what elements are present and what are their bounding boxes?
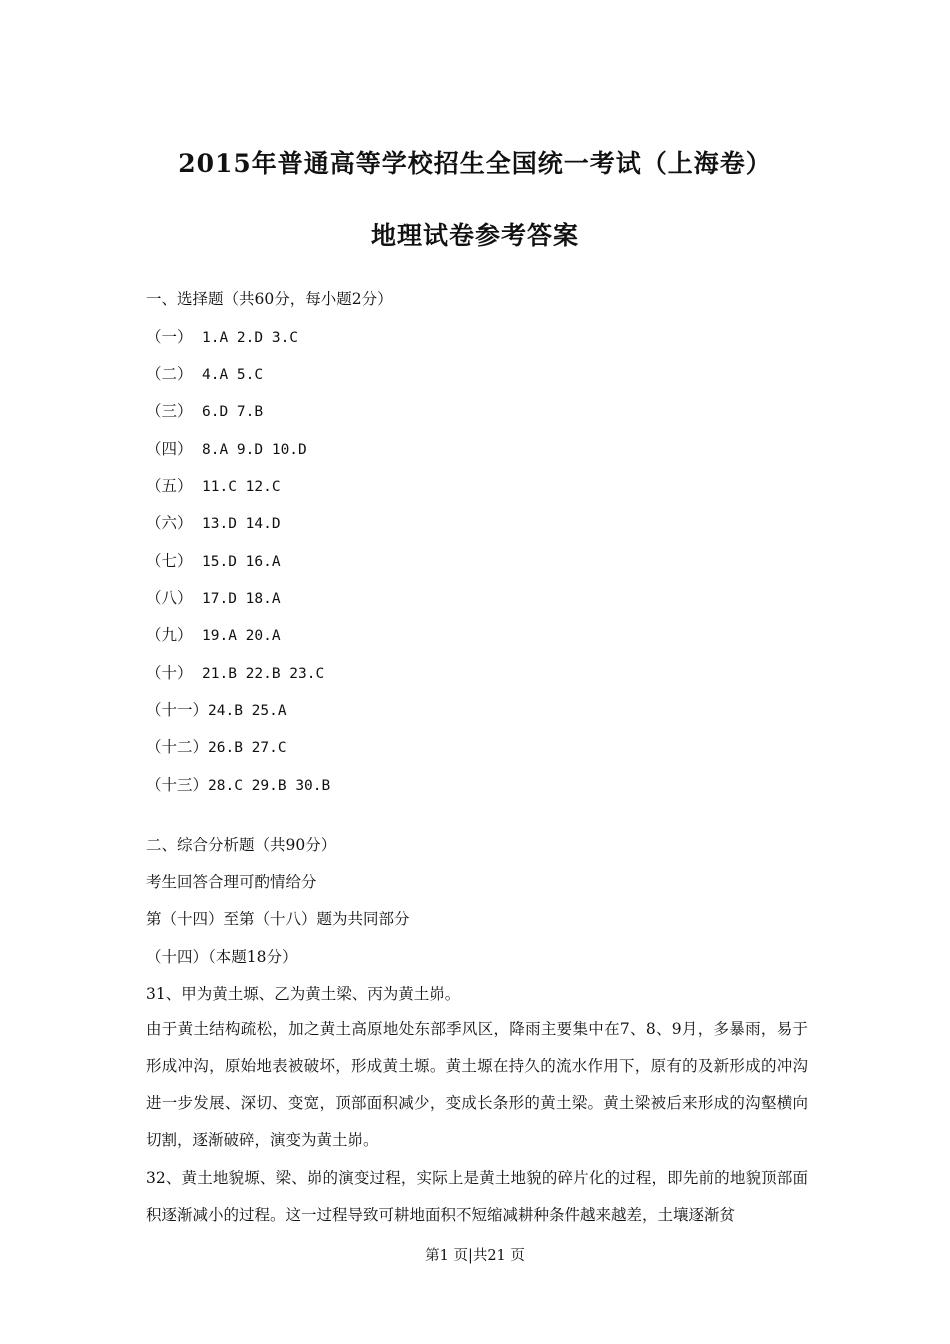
answer-31-explanation: 由于黄土结构疏松，加之黄土高原地处东部季风区，降雨主要集中在7、8、9月，多暴雨，易于形成冲沟，原始地表被破坏，形成黄土塬。黄土塬在持久的流水作用下，原有的及新形成的冲沟进一步发展、深切、变宽，顶部面积减少，变成长条形的黄土梁。黄土梁被后来形成的沟壑横向切割，逐渐破碎，演变为黄土峁。 bbox=[146, 1020, 808, 1149]
mcq-group-label: （八） bbox=[146, 589, 193, 607]
mcq-group-label: （九） bbox=[146, 626, 193, 644]
mcq-group bbox=[146, 549, 281, 571]
mcq-group-answers: 4.A 5.C bbox=[202, 367, 264, 383]
document-title: 2015年普通高等学校招生全国统一考试（上海卷） bbox=[178, 149, 772, 178]
mcq-group bbox=[146, 773, 330, 795]
page-footer: 第1 页|共21 页 bbox=[425, 1248, 525, 1264]
mcq-group-label: （四） bbox=[146, 440, 193, 458]
mcq-group bbox=[146, 362, 263, 384]
common-part-note: 第（十四）至第（十八）题为共同部分 bbox=[146, 910, 410, 928]
section2-heading: 二、综合分析题（共90分） bbox=[146, 836, 337, 854]
mcq-group-answers: 6.D 7.B bbox=[202, 404, 264, 420]
mcq-group-answers: 19.A 20.A bbox=[202, 628, 281, 644]
mcq-group bbox=[146, 698, 287, 720]
mcq-group bbox=[146, 325, 298, 347]
mcq-group-answers: 1.A 2.D 3.C bbox=[202, 330, 299, 346]
document-subtitle: 地理试卷参考答案 bbox=[370, 221, 579, 250]
mcq-group bbox=[146, 661, 324, 683]
mcq-group-label: （七） bbox=[146, 552, 193, 570]
mcq-group-label: （三） bbox=[146, 402, 193, 420]
section1-heading: 一、选择题（共60分，每小题2分） bbox=[146, 290, 393, 308]
mcq-group bbox=[146, 474, 281, 496]
mcq-group bbox=[146, 399, 263, 421]
mcq-group-label: （十三） bbox=[146, 776, 209, 794]
mcq-group-answers: 24.B 25.A bbox=[208, 703, 287, 719]
mcq-group-label: （二） bbox=[146, 365, 193, 383]
mcq-group-label: （五） bbox=[146, 477, 193, 495]
mcq-group bbox=[146, 586, 281, 608]
mcq-group-answers: 8.A 9.D 10.D bbox=[202, 442, 307, 458]
mcq-group-answers: 13.D 14.D bbox=[202, 516, 281, 532]
question-14-heading: （十四）（本题18分） bbox=[146, 948, 298, 966]
answer-32-paragraph: 32、黄土地貌塬、梁、峁的演变过程，实际上是黄土地貌的碎片化的过程，即先前的地貌顶部面积逐渐减小的过程。这一过程导致可耕地面积不短缩减耕种条件越来越差，土壤逐渐贫 bbox=[146, 1169, 808, 1224]
mcq-group-answers: 15.D 16.A bbox=[202, 554, 281, 570]
answer-31-summary: 31、甲为黄土塬、乙为黄土梁、丙为黄土峁。 bbox=[146, 985, 461, 1003]
mcq-group-label: （十一） bbox=[146, 701, 209, 719]
grading-note: 考生回答合理可酌情给分 bbox=[146, 873, 317, 891]
mcq-group-answers: 28.C 29.B 30.B bbox=[208, 778, 331, 794]
mcq-group-answers: 21.B 22.B 23.C bbox=[202, 666, 325, 682]
mcq-group-label: （十二） bbox=[146, 738, 209, 756]
mcq-group-label: （六） bbox=[146, 514, 193, 532]
mcq-group-label: （十） bbox=[146, 664, 193, 682]
mcq-group-answers: 26.B 27.C bbox=[208, 740, 287, 756]
mcq-group bbox=[146, 735, 287, 757]
mcq-group-answers: 17.D 18.A bbox=[202, 591, 281, 607]
mcq-group bbox=[146, 623, 281, 645]
mcq-group bbox=[146, 511, 281, 533]
mcq-group-answers: 11.C 12.C bbox=[202, 479, 281, 495]
mcq-group bbox=[146, 437, 307, 459]
mcq-group-label: （一） bbox=[146, 328, 193, 346]
